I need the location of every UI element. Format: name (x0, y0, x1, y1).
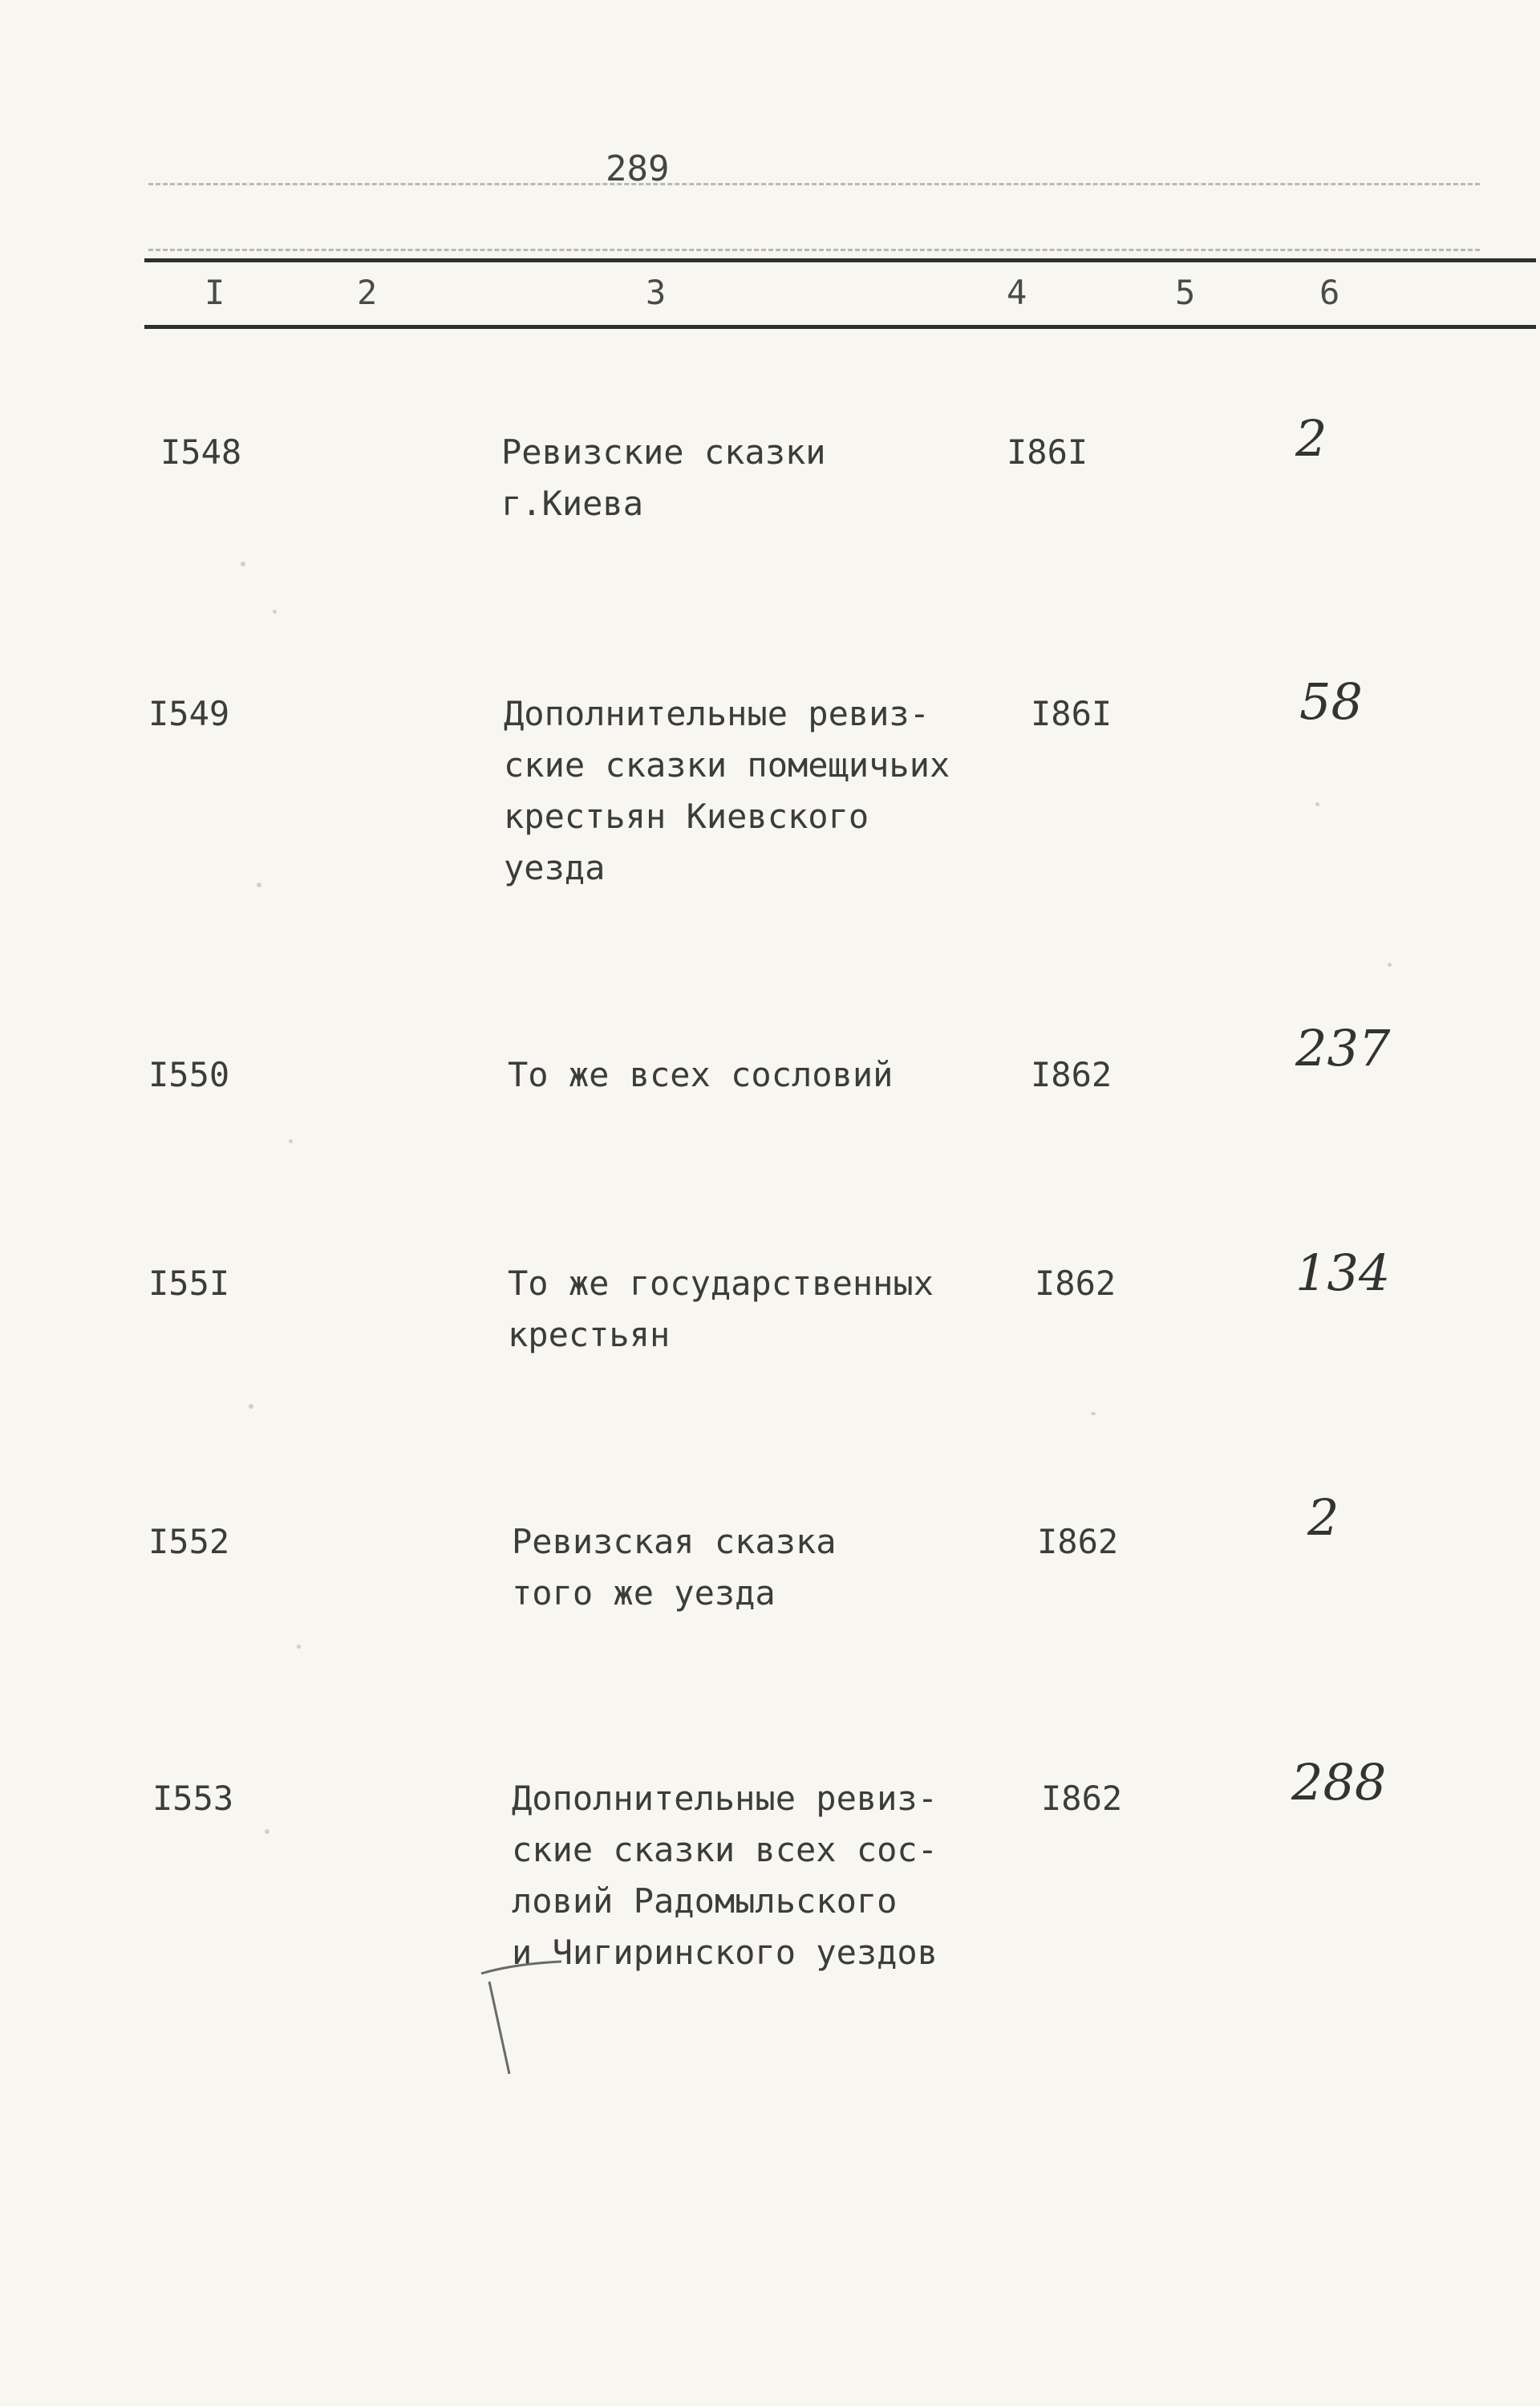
pencil-margin-mark (473, 1958, 586, 2094)
row-count-handwritten: 2 (1295, 409, 1327, 468)
row-title-line: ские сказки всех сос- (512, 1830, 938, 1869)
dashed-separator (148, 249, 1480, 251)
row-title-line: Ревизские сказки (501, 432, 826, 472)
scan-speck (241, 562, 245, 566)
column-heading-3: 3 (646, 273, 667, 312)
scan-speck (273, 610, 277, 614)
column-heading-4: 4 (1007, 273, 1027, 312)
row-year: I86I (1031, 694, 1112, 733)
page-number: 289 (606, 148, 670, 189)
row-title-line: То же государственных (508, 1264, 934, 1303)
row-title-line: ские сказки помещичьих (504, 745, 950, 785)
column-heading-5: 5 (1175, 273, 1196, 312)
column-heading-1: I (205, 273, 225, 312)
row-count-handwritten: 134 (1295, 1244, 1391, 1302)
scan-speck (297, 1645, 301, 1649)
scan-speck (289, 1139, 293, 1143)
scan-speck (1388, 963, 1392, 967)
row-number: I550 (148, 1055, 230, 1094)
column-heading-2: 2 (357, 273, 378, 312)
row-title-line: г.Киева (501, 484, 644, 523)
row-number: I548 (160, 432, 242, 472)
row-count-handwritten: 288 (1291, 1753, 1387, 1812)
scan-speck (1091, 1412, 1096, 1415)
column-heading-6: 6 (1319, 273, 1340, 312)
row-title-line: крестьян (508, 1315, 671, 1354)
row-title-line: Дополнительные ревиз- (512, 1779, 938, 1818)
row-title-line: крестьян Киевского (504, 797, 869, 836)
row-title-line: ловий Радомыльского (512, 1881, 898, 1921)
header-bottom-rule (144, 325, 1536, 329)
row-year: I862 (1037, 1522, 1119, 1561)
row-title-line: того же уезда (512, 1573, 776, 1613)
row-number: I549 (148, 694, 230, 733)
row-count-handwritten: 237 (1295, 1019, 1391, 1077)
row-number: I552 (148, 1522, 230, 1561)
scan-speck (257, 882, 261, 887)
row-year: I862 (1041, 1779, 1123, 1818)
row-number: I553 (152, 1779, 234, 1818)
scan-speck (265, 1829, 270, 1834)
row-year: I862 (1031, 1055, 1112, 1094)
row-year: I862 (1035, 1264, 1116, 1303)
scan-speck (249, 1404, 253, 1409)
row-count-handwritten: 58 (1299, 672, 1363, 731)
row-title-line: Дополнительные ревиз- (504, 694, 930, 733)
header-top-rule (144, 258, 1536, 262)
row-title-line: и Чигиринского уездов (512, 1933, 938, 1972)
row-year: I86I (1007, 432, 1088, 472)
row-count-handwritten: 2 (1307, 1488, 1339, 1547)
row-number: I55I (148, 1264, 230, 1303)
row-title-line: То же всех сословий (508, 1055, 894, 1094)
scan-speck (1315, 802, 1319, 806)
dashed-separator (148, 183, 1480, 185)
row-title-line: уезда (504, 848, 606, 887)
row-title-line: Ревизская сказка (512, 1522, 837, 1561)
